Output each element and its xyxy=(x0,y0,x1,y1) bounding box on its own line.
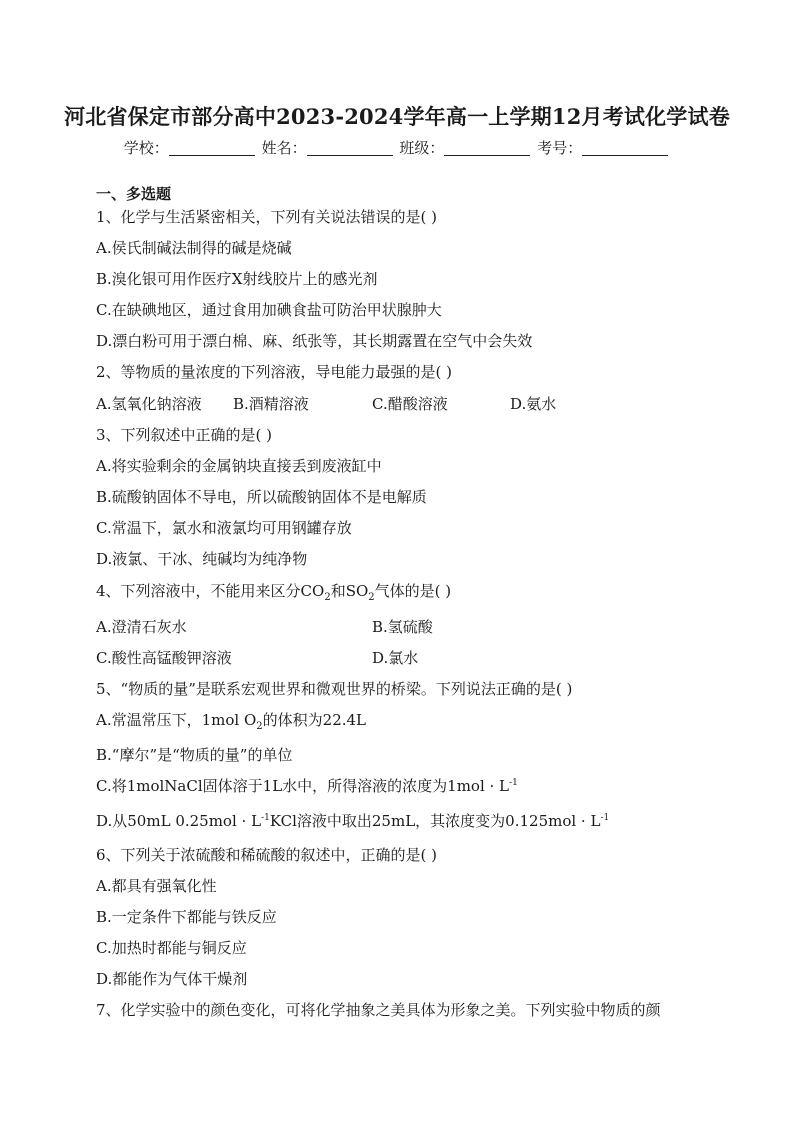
question-2-stem: 2、等物质的量浓度的下列溶液，导电能力最强的是( ) xyxy=(96,363,453,381)
question-6-stem: 6、下列关于浓硫酸和稀硫酸的叙述中，正确的是( ) xyxy=(96,846,438,864)
class-label: 班级： xyxy=(399,139,445,157)
concentration-value-2: $0.125mol \cdot L^{-1}$ xyxy=(505,812,610,830)
question-4-stem-part-2: 和 xyxy=(330,582,346,600)
question-5-option-c: C.将1molNaCl固体溶于1L水中，所得溶液的浓度为$1mol \cdot L^{-1}$ xyxy=(96,777,518,795)
question-4-option-b: B.氢硫酸 xyxy=(372,618,433,636)
concentration-unit: $1mol \cdot L^{-1}$ xyxy=(447,777,518,795)
school-blank[interactable] xyxy=(169,139,255,156)
question-4-option-a: A.澄清石灰水 xyxy=(96,618,187,636)
question-5-option-a: A.常温常压下，1mol $O_2$的体积为22.4L xyxy=(96,711,367,732)
exam-title: 河北省保定市部分高中2023-2024学年高一上学期12月考试化学试卷 xyxy=(64,104,730,129)
number-blank[interactable] xyxy=(582,139,668,156)
co2-formula: $CO_2$ xyxy=(300,582,331,603)
question-5-option-b: B.“摩尔”是“物质的量”的单位 xyxy=(96,746,293,764)
question-3-option-a: A.将实验剩余的金属钠块直接丢到废液缸中 xyxy=(96,457,382,475)
question-3-option-c: C.常温下，氯水和液氯均可用钢罐存放 xyxy=(96,519,352,537)
section-heading: 一、多选题 xyxy=(96,185,172,203)
question-1-option-a: A.侯氏制碱法制得的碱是烧碱 xyxy=(96,239,292,257)
question-1-option-b: B.溴化银可用作医疗X射线胶片上的感光剂 xyxy=(96,270,378,288)
o2-formula: 1mol $O_2$ xyxy=(201,711,263,732)
number-label: 考号： xyxy=(537,139,583,157)
question-6-option-b: B.一定条件下都能与铁反应 xyxy=(96,908,277,926)
question-1-option-c: C.在缺碘地区，通过食用加碘食盐可防治甲状腺肿大 xyxy=(96,301,442,319)
question-3-option-d: D.液氯、干冰、纯碱均为纯净物 xyxy=(96,550,308,568)
question-4-stem xyxy=(96,580,451,603)
question-2-option-a: A.氢氧化钠溶液 xyxy=(96,395,202,413)
question-2-option-c: C.醋酸溶液 xyxy=(372,395,448,413)
question-2-option-d: D.氨水 xyxy=(510,395,557,413)
question-6-option-c: C.加热时都能与铜反应 xyxy=(96,939,247,957)
question-4-stem-part-1: 4、下列溶液中，不能用来区分 xyxy=(96,582,301,600)
question-1-stem: 1、化学与生活紧密相关，下列有关说法错误的是( ) xyxy=(96,208,438,226)
student-info-line xyxy=(0,137,794,158)
question-6-option-d: D.都能作为气体干燥剂 xyxy=(96,970,248,988)
question-4-option-c: C.酸性高锰酸钾溶液 xyxy=(96,649,232,667)
question-5-stem: 5、“物质的量”是联系宏观世界和微观世界的桥梁。下列说法正确的是( ) xyxy=(96,680,573,698)
question-1-option-d: D.漂白粉可用于漂白棉、麻、纸张等，其长期露置在空气中会失效 xyxy=(96,332,533,350)
question-3-stem: 3、下列叙述中正确的是( ) xyxy=(96,426,273,444)
question-7-stem: 7、化学实验中的颜色变化，可将化学抽象之美具体为形象之美。下列实验中物质的颜 xyxy=(96,1001,661,1019)
question-4-option-d: D.氯水 xyxy=(372,649,419,667)
question-3-option-b: B.硫酸钠固体不导电，所以硫酸钠固体不是电解质 xyxy=(96,488,427,506)
question-6-option-a: A.都具有强氧化性 xyxy=(96,877,217,895)
concentration-value-1: $0.25mol \cdot L^{-1}$ xyxy=(175,812,270,830)
school-label: 学校： xyxy=(123,139,169,157)
name-label: 姓名： xyxy=(261,139,307,157)
class-blank[interactable] xyxy=(444,139,530,156)
question-2-option-b: B.酒精溶液 xyxy=(233,395,309,413)
question-4-stem-part-3: 气体的是( ) xyxy=(374,582,452,600)
so2-formula: $SO_2$ xyxy=(345,582,375,603)
name-blank[interactable] xyxy=(307,139,393,156)
question-5-option-d: D.从50mL $0.25mol \cdot L^{-1}KCl$溶液中取出25mL，其浓度变为$0.125mol \cdot L^{-1}$ xyxy=(96,812,610,830)
